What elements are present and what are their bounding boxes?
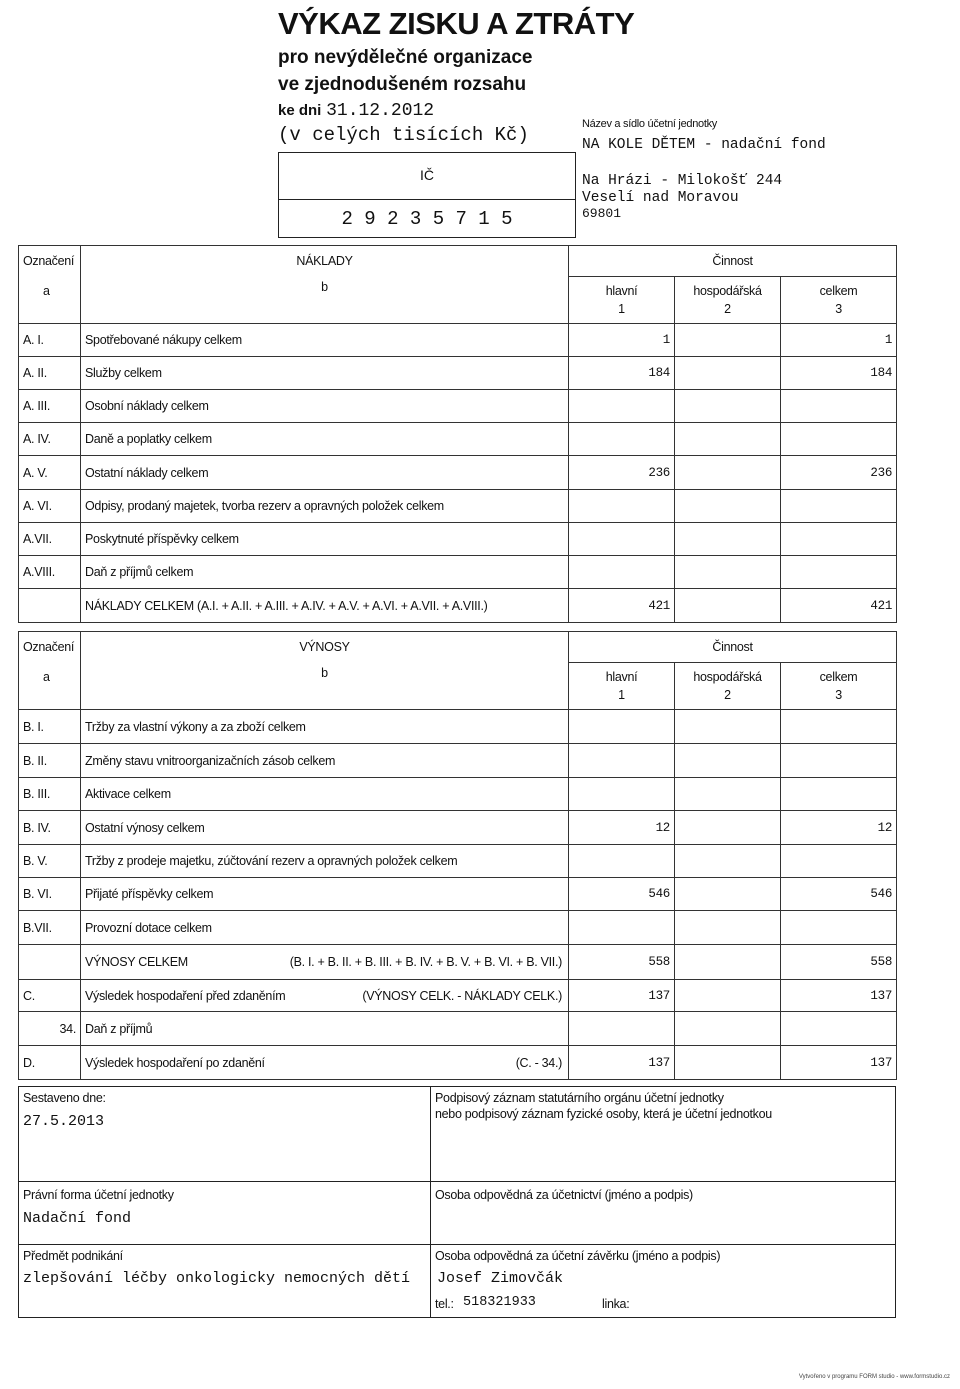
costs-rows bbox=[19, 324, 897, 623]
col-num: 1 bbox=[618, 688, 625, 702]
row-label: NÁKLADY CELKEM (A.I. + A.II. + A.III. + A.IV. + A.V. + A.VI. + A.VII. + A.VIII.) bbox=[81, 589, 569, 623]
value-total: 1 bbox=[781, 324, 897, 357]
costs-col-economic bbox=[675, 277, 781, 324]
value-total: 558 bbox=[781, 945, 897, 980]
col-num: 1 bbox=[618, 302, 625, 316]
compiled-date: 27.5.2013 bbox=[23, 1113, 105, 1130]
table-row bbox=[19, 523, 897, 556]
value-total: 137 bbox=[781, 980, 897, 1012]
form-subtitle-2: ve zjednodušeném rozsahu bbox=[278, 74, 527, 95]
table-row bbox=[19, 456, 897, 490]
row-label bbox=[81, 1046, 569, 1080]
row-code: 34. bbox=[19, 1012, 81, 1046]
closing-person-label: Osoba odpovědná za účetní závěrku (jméno a podpis) bbox=[435, 1249, 721, 1263]
col-num: 2 bbox=[724, 302, 731, 316]
row-code: A. V. bbox=[19, 456, 81, 490]
value-main: 546 bbox=[569, 878, 675, 911]
entity-address-2: Veselí nad Moravou bbox=[582, 190, 739, 206]
table-row bbox=[19, 490, 897, 523]
value-economic bbox=[675, 490, 781, 523]
ic-label: IČ bbox=[279, 153, 575, 200]
costs-table bbox=[18, 245, 897, 623]
value-main bbox=[569, 911, 675, 945]
value-total bbox=[781, 710, 897, 744]
value-economic bbox=[675, 980, 781, 1012]
table-row bbox=[19, 778, 897, 811]
row-label bbox=[81, 945, 569, 980]
section-sub: b bbox=[321, 280, 328, 294]
row-label: Tržby za vlastní výkony a za zboží celkem bbox=[81, 710, 569, 744]
value-main bbox=[569, 556, 675, 589]
value-total bbox=[781, 390, 897, 423]
value-main: 558 bbox=[569, 945, 675, 980]
table-row bbox=[19, 423, 897, 456]
value-economic bbox=[675, 456, 781, 490]
row-label: Spotřebované nákupy celkem bbox=[81, 324, 569, 357]
row-label: Daně a poplatky celkem bbox=[81, 423, 569, 456]
table-row bbox=[19, 390, 897, 423]
row-label: Ostatní náklady celkem bbox=[81, 456, 569, 490]
row-code: B. IV. bbox=[19, 811, 81, 845]
value-main: 12 bbox=[569, 811, 675, 845]
value-total bbox=[781, 1012, 897, 1046]
row-label-formula: (C. - 34.) bbox=[515, 1055, 562, 1070]
value-total bbox=[781, 490, 897, 523]
row-code: A. IV. bbox=[19, 423, 81, 456]
value-economic bbox=[675, 911, 781, 945]
row-code: A.VIII. bbox=[19, 556, 81, 589]
value-main bbox=[569, 710, 675, 744]
value-main bbox=[569, 778, 675, 811]
value-economic bbox=[675, 523, 781, 556]
col-label: hlavní bbox=[605, 284, 638, 298]
row-code: B.VII. bbox=[19, 911, 81, 945]
value-main bbox=[569, 390, 675, 423]
col-num: 3 bbox=[835, 688, 842, 702]
value-economic bbox=[675, 423, 781, 456]
row-code: B. V. bbox=[19, 845, 81, 878]
date-value: 31.12.2012 bbox=[326, 101, 435, 121]
table-row bbox=[19, 556, 897, 589]
row-code: A. III. bbox=[19, 390, 81, 423]
designation-sub: a bbox=[43, 284, 50, 298]
value-economic bbox=[675, 778, 781, 811]
form-title: VÝKAZ ZISKU A ZTRÁTY bbox=[278, 6, 635, 41]
value-main: 137 bbox=[569, 980, 675, 1012]
revenues-activity-header: Činnost bbox=[569, 632, 897, 663]
row-label-formula: (VÝNOSY CELK. - NÁKLADY CELK.) bbox=[362, 988, 562, 1003]
costs-designation-header bbox=[19, 246, 81, 324]
closing-person-value: Josef Zimovčák bbox=[437, 1270, 564, 1287]
entity-address-3: 69801 bbox=[582, 206, 622, 221]
row-label: Daň z příjmů celkem bbox=[81, 556, 569, 589]
costs-col-total bbox=[781, 277, 897, 324]
form-subtitle-1: pro nevýdělečné organizace bbox=[278, 47, 533, 68]
row-code: B. II. bbox=[19, 744, 81, 778]
section-sub: b bbox=[321, 666, 328, 680]
table-row bbox=[19, 878, 897, 911]
value-total: 137 bbox=[781, 1046, 897, 1080]
value-total: 236 bbox=[781, 456, 897, 490]
col-label: hospodářská bbox=[693, 670, 762, 684]
units-note: (v celých tisících Kč) bbox=[278, 124, 529, 146]
report-date bbox=[278, 100, 434, 121]
value-economic bbox=[675, 357, 781, 390]
row-label: Změny stavu vnitroorganizačních zásob celkem bbox=[81, 744, 569, 778]
value-economic bbox=[675, 1012, 781, 1046]
col-num: 2 bbox=[724, 688, 731, 702]
value-total: 12 bbox=[781, 811, 897, 845]
table-row bbox=[19, 357, 897, 390]
tel-value: 518321933 bbox=[463, 1295, 536, 1310]
value-main bbox=[569, 423, 675, 456]
ext-label: linka: bbox=[602, 1297, 630, 1311]
signature-label-1: Podpisový záznam statutárního orgánu účetní jednotky bbox=[435, 1091, 724, 1105]
entity-name: NA KOLE DĚTEM - nadační fond bbox=[582, 137, 826, 153]
row-label: Odpisy, prodaný majetek, tvorba rezerv a opravných položek celkem bbox=[81, 490, 569, 523]
ic-box bbox=[278, 152, 576, 238]
table-row bbox=[19, 744, 897, 778]
value-economic bbox=[675, 556, 781, 589]
revenues-table bbox=[18, 631, 897, 1080]
row-code: A.VII. bbox=[19, 523, 81, 556]
designation-label: Označení bbox=[23, 640, 75, 654]
value-main: 1 bbox=[569, 324, 675, 357]
costs-activity-header: Činnost bbox=[569, 246, 897, 277]
value-main bbox=[569, 1012, 675, 1046]
value-main: 236 bbox=[569, 456, 675, 490]
value-total: 546 bbox=[781, 878, 897, 911]
row-label: Tržby z prodeje majetku, zúčtování rezerv a opravných položek celkem bbox=[81, 845, 569, 878]
table-row bbox=[19, 811, 897, 845]
row-code: A. I. bbox=[19, 324, 81, 357]
table-row bbox=[19, 1046, 897, 1080]
value-main bbox=[569, 744, 675, 778]
value-total bbox=[781, 556, 897, 589]
row-label: Přijaté příspěvky celkem bbox=[81, 878, 569, 911]
value-main: 137 bbox=[569, 1046, 675, 1080]
value-economic bbox=[675, 589, 781, 623]
revenues-col-economic bbox=[675, 663, 781, 710]
value-economic bbox=[675, 1046, 781, 1080]
value-main bbox=[569, 523, 675, 556]
value-economic bbox=[675, 878, 781, 911]
table-row bbox=[19, 710, 897, 744]
revenues-col-main bbox=[569, 663, 675, 710]
row-code bbox=[19, 945, 81, 980]
value-total: 421 bbox=[781, 589, 897, 623]
tel-label: tel.: bbox=[435, 1297, 454, 1311]
value-total bbox=[781, 744, 897, 778]
row-code: B. III. bbox=[19, 778, 81, 811]
value-total bbox=[781, 423, 897, 456]
value-economic bbox=[675, 845, 781, 878]
row-code: D. bbox=[19, 1046, 81, 1080]
section-title: VÝNOSY bbox=[299, 640, 350, 654]
value-total: 184 bbox=[781, 357, 897, 390]
legal-form-value: Nadační fond bbox=[23, 1210, 132, 1227]
value-economic bbox=[675, 324, 781, 357]
revenues-col-total bbox=[781, 663, 897, 710]
table-row bbox=[19, 911, 897, 945]
row-code: A. II. bbox=[19, 357, 81, 390]
row-label-text: VÝNOSY CELKEM bbox=[85, 955, 188, 969]
col-label: celkem bbox=[819, 670, 858, 684]
col-label: hospodářská bbox=[693, 284, 762, 298]
revenues-section-header bbox=[81, 632, 569, 710]
section-title: NÁKLADY bbox=[296, 254, 353, 268]
business-label: Předmět podnikání bbox=[23, 1249, 123, 1263]
col-label: celkem bbox=[819, 284, 858, 298]
row-label-text: Výsledek hospodaření před zdaněním bbox=[85, 988, 286, 1003]
table-row bbox=[19, 589, 897, 623]
value-main bbox=[569, 490, 675, 523]
row-label: Aktivace celkem bbox=[81, 778, 569, 811]
row-code bbox=[19, 589, 81, 623]
value-total bbox=[781, 845, 897, 878]
row-code: A. VI. bbox=[19, 490, 81, 523]
value-main bbox=[569, 845, 675, 878]
business-value: zlepšování léčby onkologicky nemocných dětí bbox=[23, 1270, 411, 1287]
value-main: 184 bbox=[569, 357, 675, 390]
value-economic bbox=[675, 710, 781, 744]
signature-label-2: nebo podpisový záznam fyzické osoby, která je účetní jednotkou bbox=[435, 1107, 772, 1121]
entity-label: Název a sídlo účetní jednotky bbox=[582, 118, 717, 130]
costs-section-header bbox=[81, 246, 569, 324]
row-label-formula: (B. I. + B. II. + B. III. + B. IV. + B. V. + B. VI. + B. VII.) bbox=[289, 955, 562, 969]
compiled-label: Sestaveno dne: bbox=[23, 1091, 106, 1105]
row-label: Osobní náklady celkem bbox=[81, 390, 569, 423]
value-total bbox=[781, 911, 897, 945]
value-total bbox=[781, 523, 897, 556]
date-label: ke dni bbox=[278, 102, 322, 119]
credit-text: Vytvořeno v programu FORM studio - www.formstudio.cz bbox=[798, 1374, 950, 1380]
col-label: hlavní bbox=[605, 670, 638, 684]
value-main: 421 bbox=[569, 589, 675, 623]
value-economic bbox=[675, 744, 781, 778]
costs-col-main bbox=[569, 277, 675, 324]
value-economic bbox=[675, 390, 781, 423]
table-row bbox=[19, 980, 897, 1012]
value-economic bbox=[675, 811, 781, 845]
designation-label: Označení bbox=[23, 254, 75, 268]
value-economic bbox=[675, 945, 781, 980]
row-code: B. VI. bbox=[19, 878, 81, 911]
row-label: Ostatní výnosy celkem bbox=[81, 811, 569, 845]
footer-box bbox=[18, 1086, 896, 1318]
row-label: Daň z příjmů bbox=[81, 1012, 569, 1046]
col-num: 3 bbox=[835, 302, 842, 316]
table-row bbox=[19, 845, 897, 878]
accounting-person-label: Osoba odpovědná za účetnictví (jméno a podpis) bbox=[435, 1188, 693, 1202]
revenues-rows bbox=[19, 710, 897, 1080]
value-total bbox=[781, 778, 897, 811]
row-label-text: Výsledek hospodaření po zdanění bbox=[85, 1055, 265, 1070]
table-row bbox=[19, 945, 897, 980]
row-code: B. I. bbox=[19, 710, 81, 744]
ic-value: 2 9 2 3 5 7 1 5 bbox=[341, 208, 513, 230]
designation-sub: a bbox=[43, 670, 50, 684]
row-code: C. bbox=[19, 980, 81, 1012]
row-label: Provozní dotace celkem bbox=[81, 911, 569, 945]
revenues-designation-header bbox=[19, 632, 81, 710]
legal-form-label: Právní forma účetní jednotky bbox=[23, 1188, 174, 1202]
table-row bbox=[19, 324, 897, 357]
table-row bbox=[19, 1012, 897, 1046]
row-label bbox=[81, 980, 569, 1012]
row-label: Poskytnuté příspěvky celkem bbox=[81, 523, 569, 556]
row-label: Služby celkem bbox=[81, 357, 569, 390]
entity-address-1: Na Hrázi - Milokošť 244 bbox=[582, 173, 783, 189]
